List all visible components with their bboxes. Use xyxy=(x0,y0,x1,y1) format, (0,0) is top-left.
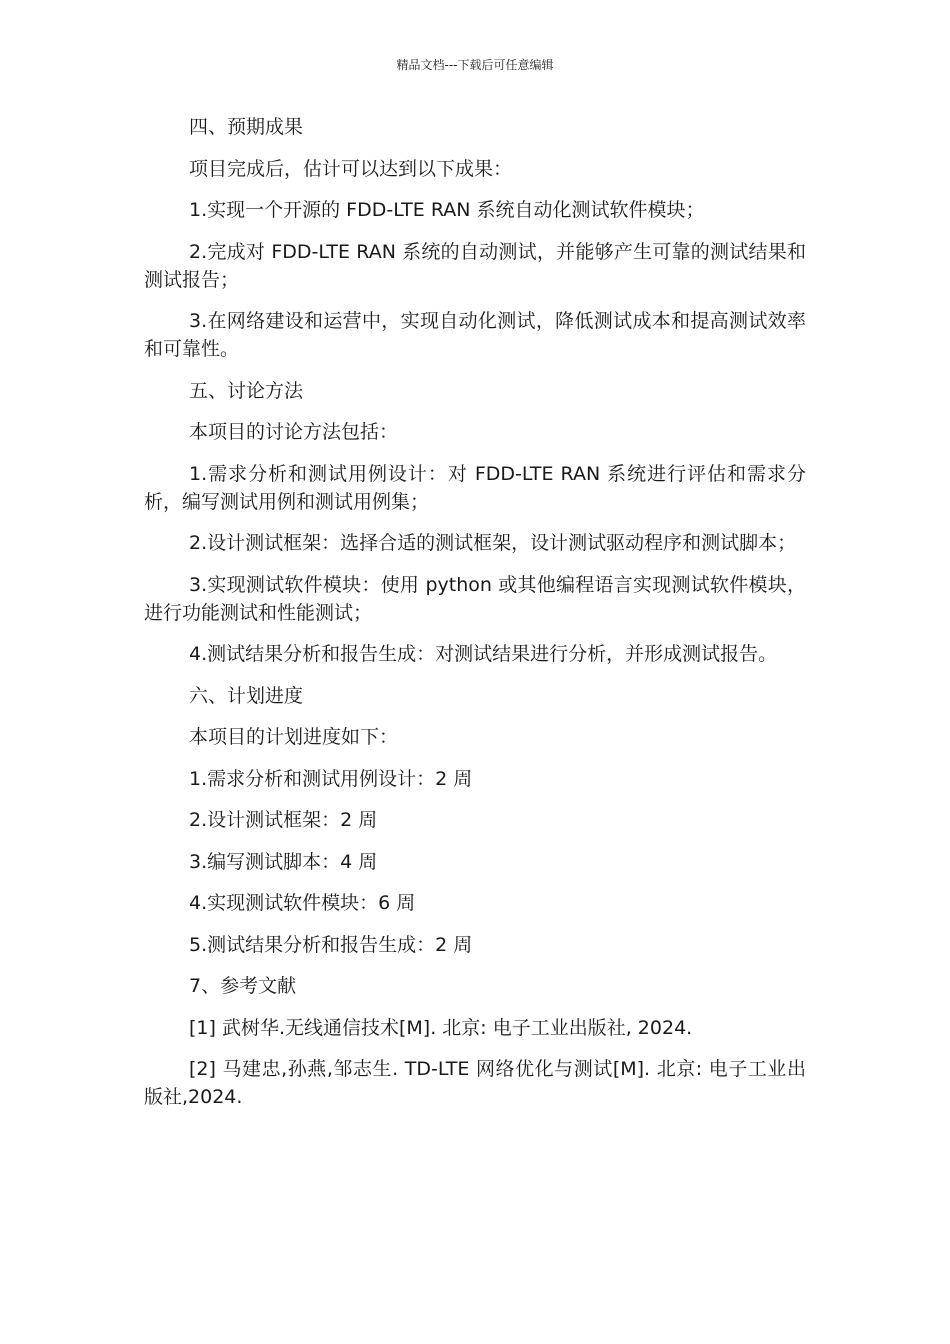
list-item: 1.需求分析和测试用例设计：2 周 xyxy=(189,767,473,790)
list-item: 3.实现测试软件模块：使用 python 或其他编程语言实现测试软件模块，进行功能测试和性能测试； xyxy=(144,573,806,624)
list-item: 2.设计测试框架：选择合适的测试框架，设计测试驱动程序和测试脚本； xyxy=(189,532,797,554)
list-item: 2.设计测试框架：2 周 xyxy=(189,809,378,831)
paragraph: 本项目的讨论方法包括： xyxy=(189,421,399,443)
reference-item: [2] 马建忠,孙燕,邹志生. TD-LTE 网络优化与测试[M]. 北京: 电子工业出版社,2024. xyxy=(144,1058,806,1108)
list-item: 3.在网络建设和运营中，实现自动化测试，降低测试成本和提高测试效率和可靠性。 xyxy=(144,310,806,360)
list-item: 4.实现测试软件模块：6 周 xyxy=(189,892,416,914)
list-item: 3.编写测试脚本：4 周 xyxy=(189,850,378,873)
list-item: 2.完成对 FDD-LTE RAN 系统的自动测试，并能够产生可靠的测试结果和测试报告； xyxy=(144,240,806,291)
document-body xyxy=(144,113,806,1125)
section-heading-references: 7、参考文献 xyxy=(189,975,297,997)
list-item: 5.测试结果分析和报告生成：2 周 xyxy=(189,933,473,956)
list-item: 4.测试结果分析和报告生成：对测试结果进行分析，并形成测试报告。 xyxy=(189,643,778,665)
paragraph: 本项目的计划进度如下： xyxy=(189,726,399,748)
reference-item: [1] 武树华.无线通信技术[M]. 北京: 电子工业出版社, 2024. xyxy=(189,1016,693,1039)
page-header: 精品文档---下载后可任意编辑 xyxy=(396,58,554,72)
paragraph: 项目完成后，估计可以达到以下成果： xyxy=(189,157,513,180)
section-heading-expected-results: 四、预期成果 xyxy=(189,116,304,138)
list-item: 1.需求分析和测试用例设计：对 FDD-LTE RAN 系统进行评估和需求分析，编写测试用例和测试用例集； xyxy=(144,462,806,513)
list-item: 1.实现一个开源的 FDD-LTE RAN 系统自动化测试软件模块； xyxy=(189,199,705,221)
section-heading-methods: 五、讨论方法 xyxy=(189,379,304,402)
section-heading-schedule: 六、计划进度 xyxy=(189,684,304,707)
